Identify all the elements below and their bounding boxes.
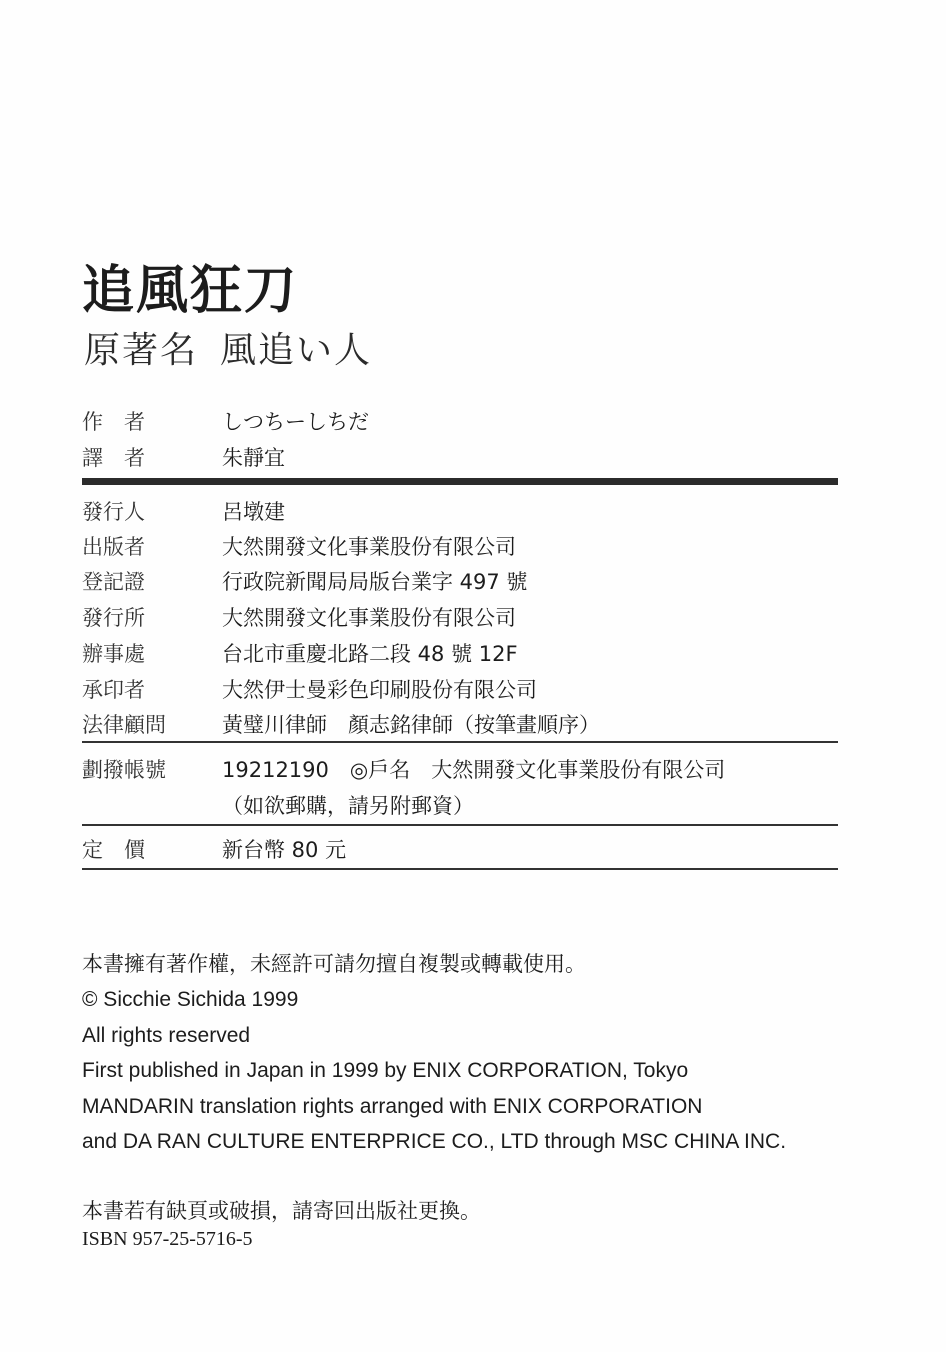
account-label: 劃撥帳號 <box>82 758 166 782</box>
account-value: 19212190 ◎戶名 大然開發文化事業股份有限公司 <box>222 758 726 782</box>
legal-row <box>82 711 600 739</box>
translator-value: 朱靜宜 <box>222 446 285 470</box>
office-row <box>82 640 518 668</box>
distributor-label: 發行所 <box>82 606 145 630</box>
distributor-row <box>82 604 516 632</box>
translator-label: 譯 者 <box>82 446 145 470</box>
publisher-label: 出版者 <box>82 535 145 559</box>
divider-3 <box>82 868 838 870</box>
original-title-label: 原著名 <box>84 330 199 371</box>
price-row <box>82 836 347 864</box>
original-title: 風追い人 <box>220 330 373 371</box>
publisher-value: 大然開發文化事業股份有限公司 <box>222 535 516 559</box>
publisher-row <box>82 533 516 561</box>
divider-2 <box>82 824 838 826</box>
registration-row <box>82 568 528 596</box>
account-row <box>82 756 726 784</box>
book-title: 追風狂刀 <box>82 261 299 321</box>
thick-divider <box>82 478 838 485</box>
translation-rights: MANDARIN translation rights arranged with ENIX CORPORATION <box>82 1095 703 1118</box>
issuer-row <box>82 498 285 526</box>
registration-label: 登記證 <box>82 570 145 594</box>
divider-1 <box>82 741 838 743</box>
distributor-value: 大然開發文化事業股份有限公司 <box>222 606 516 630</box>
issuer-value: 呂墩建 <box>222 500 285 524</box>
issuer-label: 發行人 <box>82 500 145 524</box>
printer-label: 承印者 <box>82 678 145 702</box>
translation-rights-cont: and DA RAN CULTURE ENTERPRICE CO., LTD through MSC CHINA INC. <box>82 1130 787 1153</box>
printer-row <box>82 676 537 704</box>
author-row <box>82 408 369 436</box>
legal-label: 法律顧問 <box>82 713 166 737</box>
translator-row <box>82 444 285 472</box>
office-label: 辦事處 <box>82 642 145 666</box>
copyright-holder: © Sicchie Sichida 1999 <box>82 988 299 1011</box>
author-value: しつちーしちだ <box>222 410 369 434</box>
first-published: First published in Japan in 1999 by ENIX CORPORATION, Tokyo <box>82 1059 689 1082</box>
account-note: （如欲郵購，請另附郵資） <box>222 794 474 818</box>
legal-value: 黃璧川律師 顏志銘律師（按筆畫順序） <box>222 713 600 737</box>
author-label: 作 者 <box>82 410 145 434</box>
account-note-row <box>82 792 474 820</box>
price-label: 定 價 <box>82 838 145 862</box>
office-value: 台北市重慶北路二段 48 號 12F <box>222 642 518 666</box>
registration-value: 行政院新聞局局版台業字 497 號 <box>222 570 528 594</box>
return-notice: 本書若有缺頁或破損，請寄回出版社更換。 <box>82 1200 481 1223</box>
rights-reserved: All rights reserved <box>82 1024 251 1047</box>
printer-value: 大然伊士曼彩色印刷股份有限公司 <box>222 678 537 702</box>
copyright-notice: 本書擁有著作權，未經許可請勿擅自複製或轉載使用。 <box>82 953 586 976</box>
price-value: 新台幣 80 元 <box>222 838 347 862</box>
isbn: ISBN 957-25-5716-5 <box>82 1228 253 1250</box>
original-title-line <box>84 322 372 373</box>
